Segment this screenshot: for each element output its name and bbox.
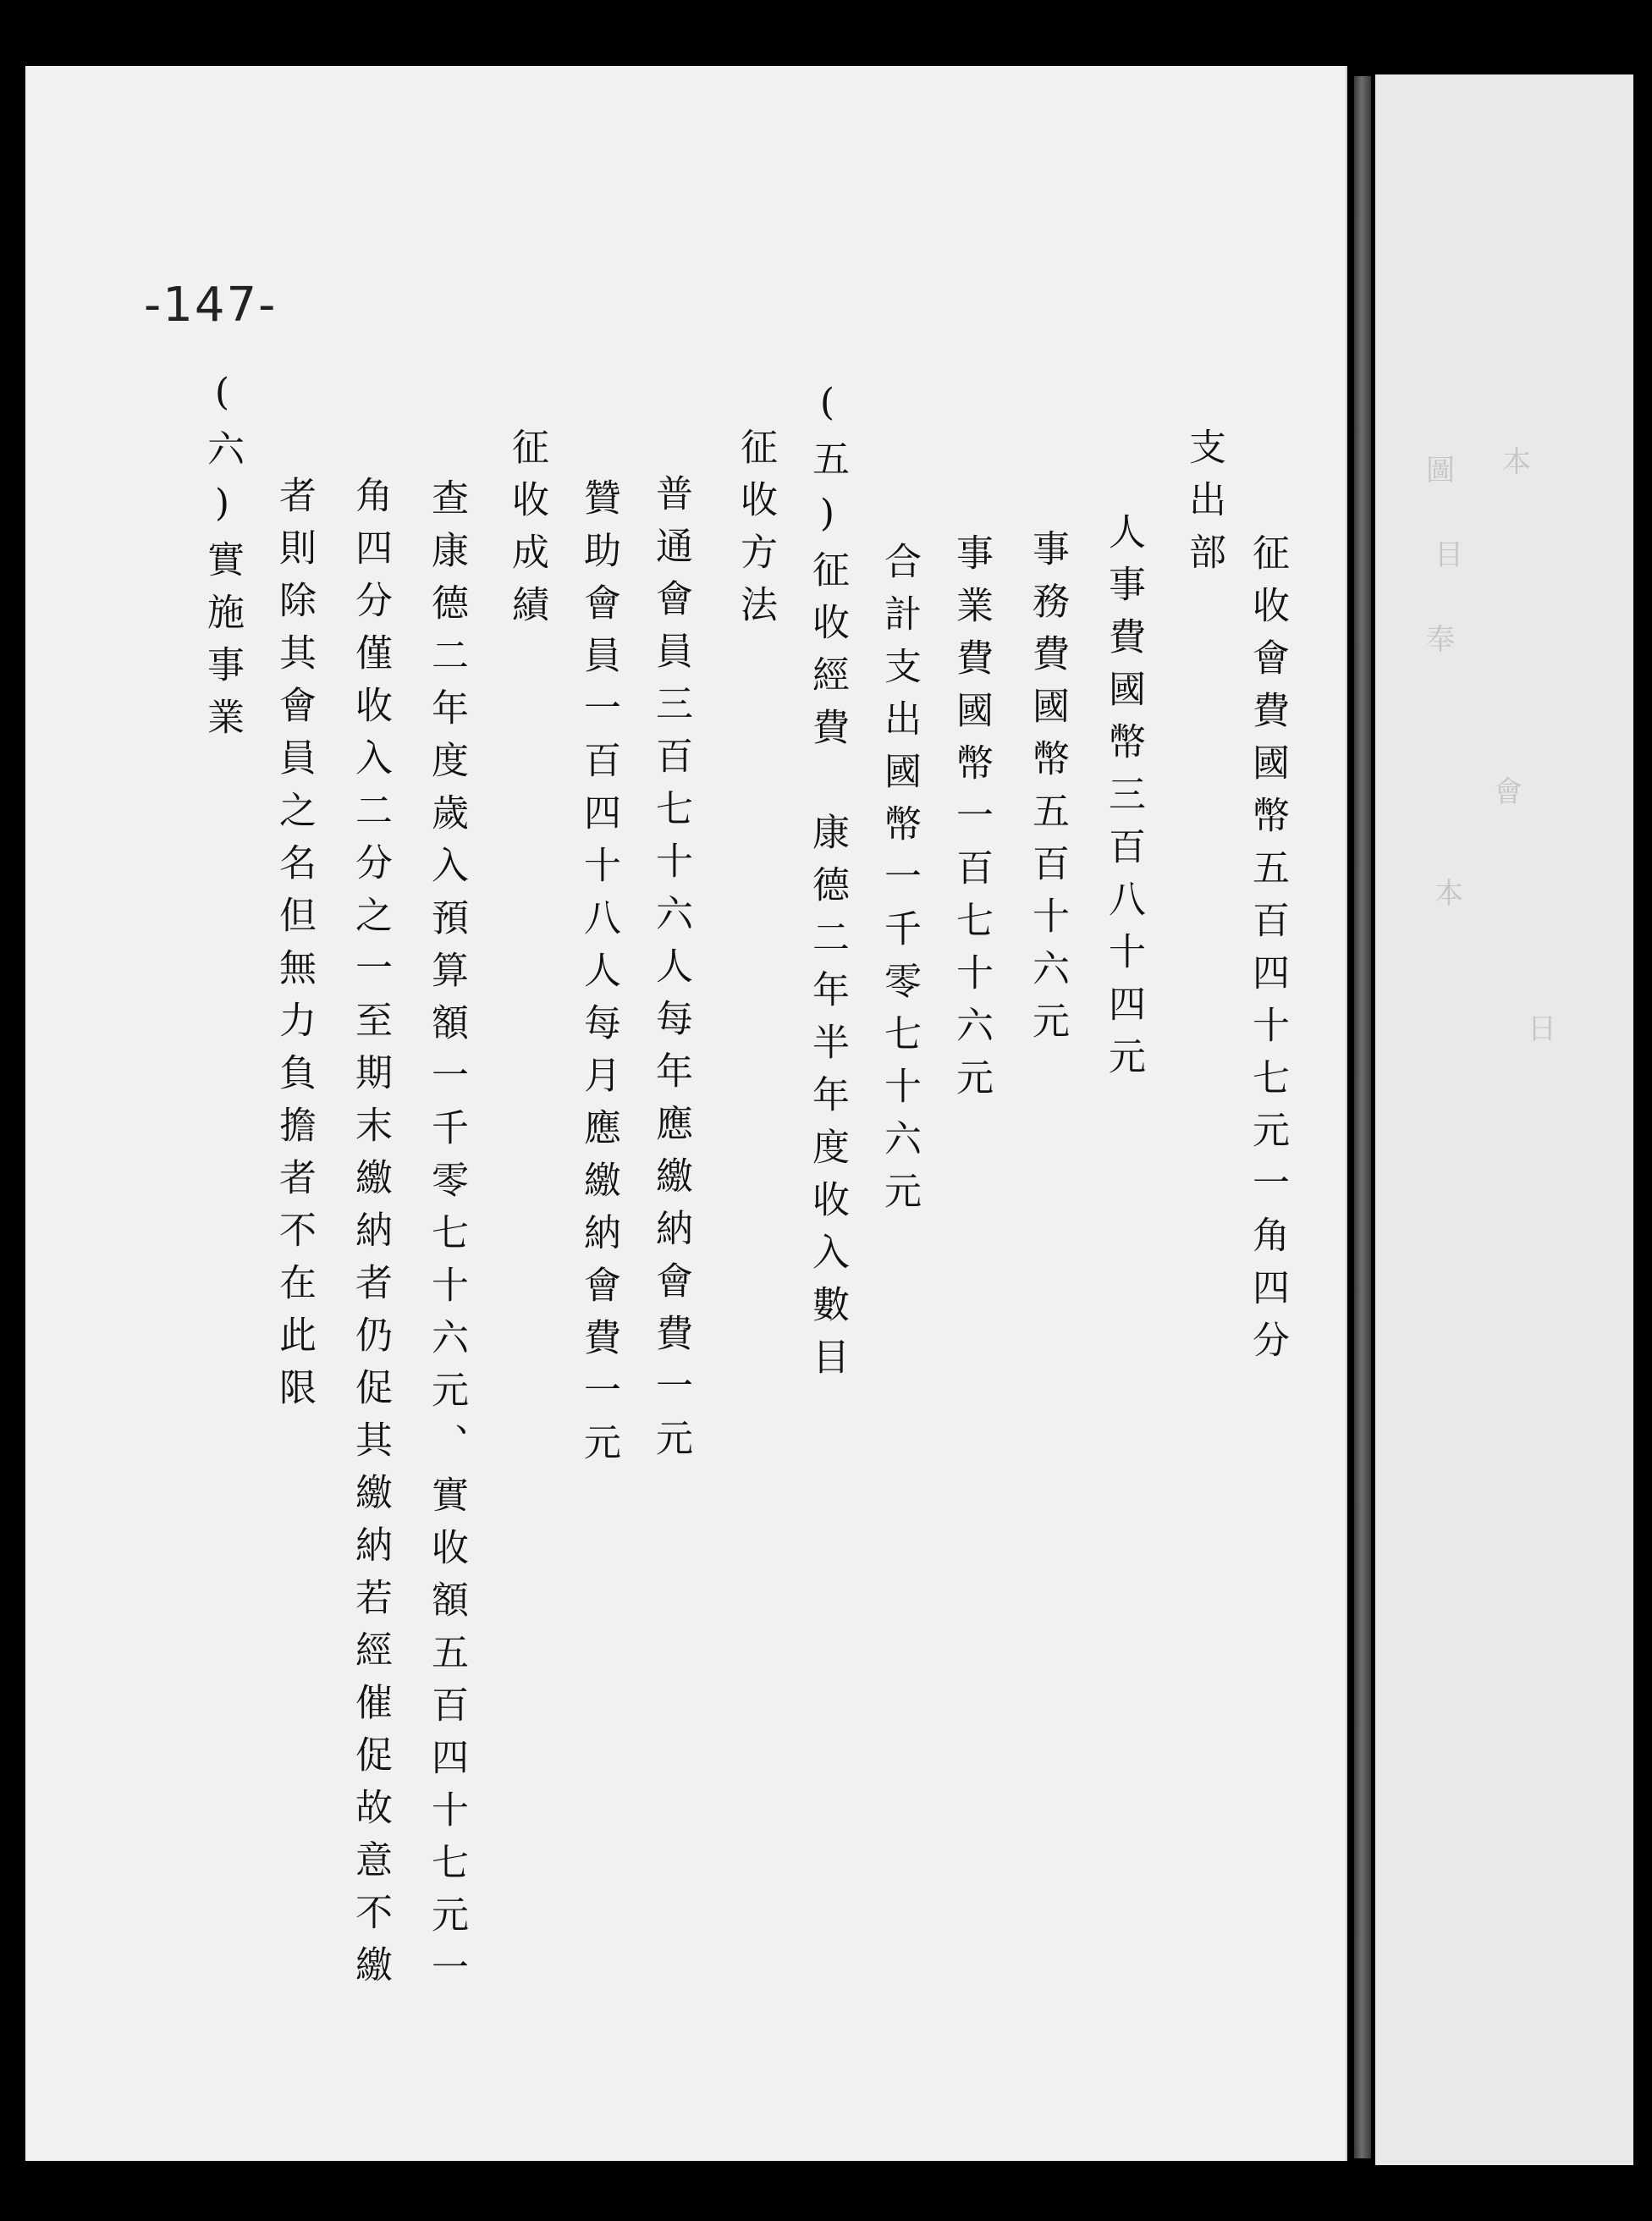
text-column: 征收會費國幣五百四十七元一角四分: [1246, 533, 1289, 1373]
subheading: 征收成績: [505, 427, 548, 637]
faint-character: 圖: [1426, 454, 1455, 488]
faint-character: 本: [1502, 445, 1531, 479]
subheading: 征收方法: [734, 427, 777, 637]
text-column: 贊助會員一百四十八人每月應繳納會費一元: [577, 478, 620, 1475]
text-column: 事務費國幣五百十六元: [1026, 529, 1069, 1054]
faint-character: 日: [1528, 1012, 1556, 1046]
faint-character: 目: [1434, 538, 1463, 572]
faint-character: 奉: [1426, 623, 1455, 657]
section-heading: (六)實施事業: [201, 371, 244, 750]
text-column: 普通會員三百七十六人每年應繳納會費一元: [649, 474, 692, 1471]
section-heading: (五)征收經費 康德二年半年度收入數目: [806, 381, 849, 1390]
text-column: 合計支出國幣一千零七十六元: [878, 542, 921, 1224]
text-column: 人事費國幣三百八十四元: [1102, 512, 1145, 1089]
faint-character: 本: [1434, 877, 1463, 911]
book-spine: [1354, 76, 1371, 2158]
faint-character: 會: [1494, 775, 1523, 809]
adjacent-page: [1375, 74, 1633, 2165]
text-column: 者則除其會員之名但無力負擔者不在此限: [273, 476, 316, 1420]
page-number: -147-: [144, 278, 278, 333]
section-heading: 支出部: [1182, 427, 1225, 585]
text-column: 事業費國幣一百七十六元: [950, 533, 993, 1110]
text-column: 角四分僅收入二分之一至期末繳納者仍促其繳納若經催促故意不繳: [349, 476, 392, 1998]
text-column: 查康德二年度歲入預算額一千零七十六元、實收額五百四十七元一: [425, 478, 468, 2000]
